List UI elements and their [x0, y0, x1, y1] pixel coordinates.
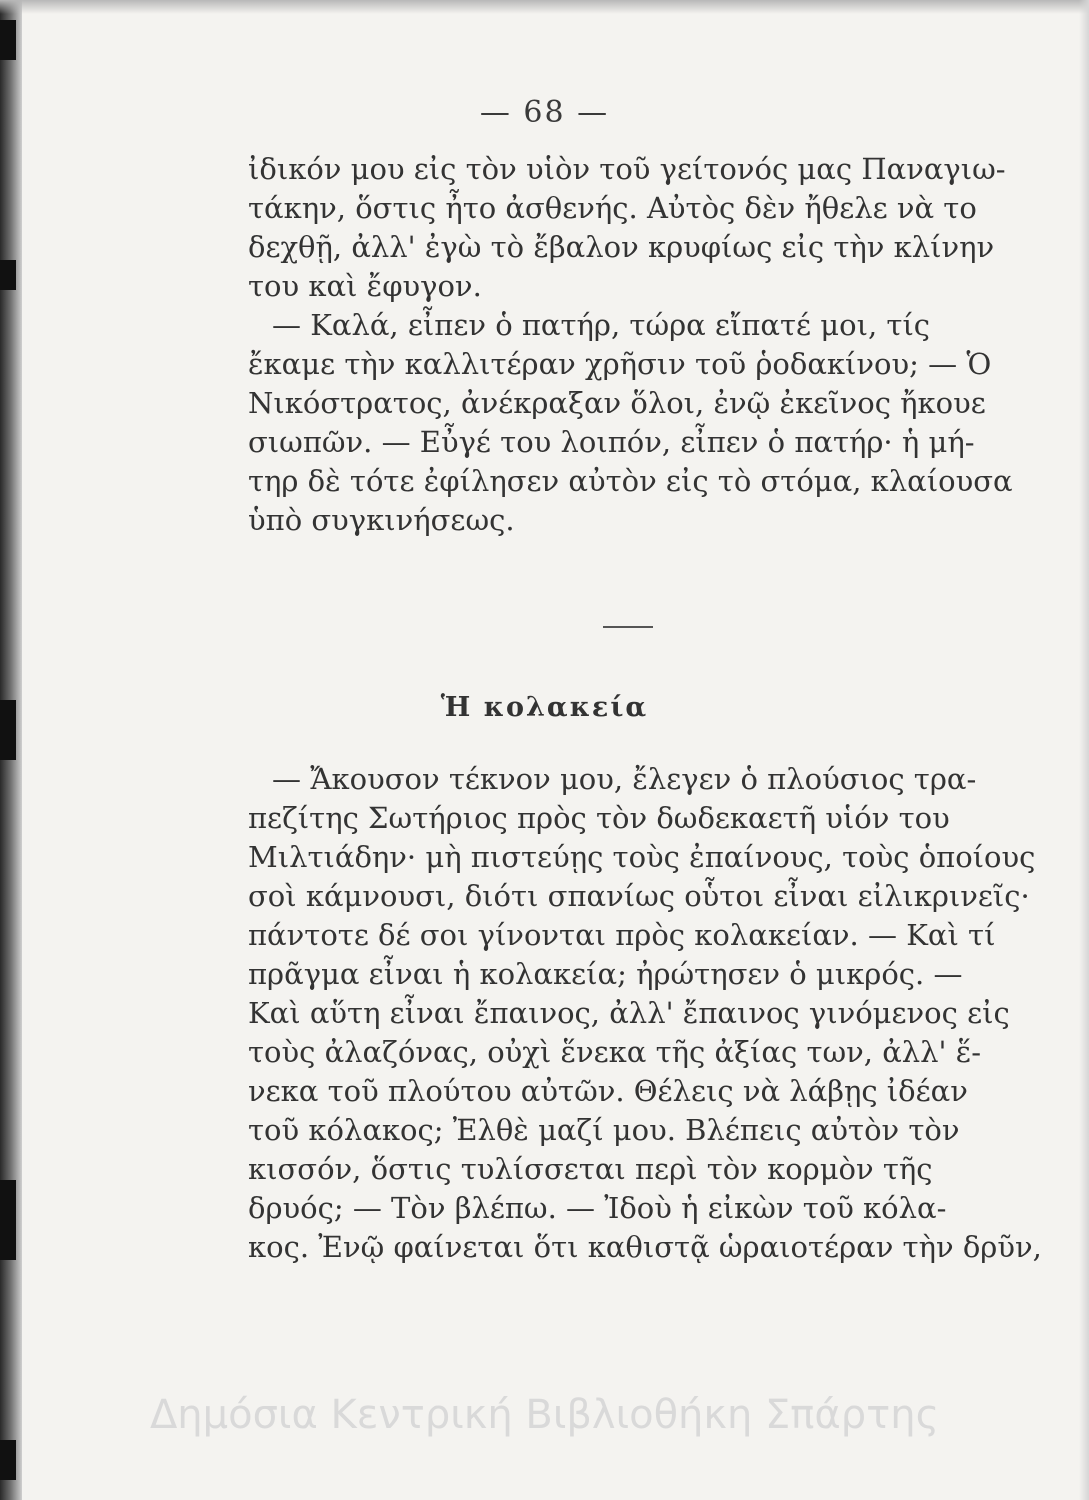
section-divider — [603, 626, 653, 628]
text-line: τάκην, ὅστις ἦτο ἀσθενής. Αὐτὸς δὲν ἤθελε νὰ το — [248, 191, 977, 225]
body-text-bottom — [248, 760, 1048, 1267]
text-line: τοὺς ἀλαζόνας, οὐχὶ ἕνεκα τῆς ἀξίας των, ἀλλ' ἕ- — [248, 1035, 982, 1069]
text-line: του καὶ ἔφυγον. — [248, 269, 482, 303]
text-line: τηρ δὲ τότε ἐφίλησεν αὐτὸν εἰς τὸ στόμα, κλαίουσα — [248, 464, 1013, 498]
text-line: ὑπὸ συγκινήσεως. — [248, 503, 515, 537]
text-line: ἔκαμε τὴν καλλιτέραν χρῆσιν τοῦ ῥοδακίνου; — Ὁ — [248, 347, 992, 381]
text-line: Καὶ αὕτη εἶναι ἔπαινος, ἀλλ' ἔπαινος γινόμενος εἰς — [248, 996, 1010, 1030]
text-line: νεκα τοῦ πλούτου αὐτῶν. Θέλεις νὰ λάβῃς ἰδέαν — [248, 1074, 968, 1108]
section-title: Ἡ κολακεία — [440, 692, 649, 723]
text-line: τοῦ κόλακος; Ἐλθὲ μαζί μου. Βλέπεις αὐτὸν τὸν — [248, 1113, 960, 1147]
text-line: Μιλτιάδην· μὴ πιστεύῃς τοὺς ἐπαίνους, τοὺς ὁποίους — [248, 840, 1036, 874]
text-line: κισσόν, ὅστις τυλίσσεται περὶ τὸν κορμὸν τῆς — [248, 1152, 933, 1186]
text-line: δρυός; — Τὸν βλέπω. — Ἰδοὺ ἡ εἰκὼν τοῦ κόλα- — [248, 1191, 947, 1225]
text-line: πάντοτε δέ σοι γίνονται πρὸς κολακείαν. — Καὶ τί — [248, 918, 996, 952]
top-edge-shadow — [0, 0, 1089, 14]
page-binding-shadow — [0, 0, 22, 1500]
text-line: πρᾶγμα εἶναι ἡ κολακεία; ἠρώτησεν ὁ μικρός. — — [248, 957, 963, 991]
text-line: σοὶ κάμνουσι, διότι σπανίως οὗτοι εἶναι εἰλικρινεῖς· — [248, 879, 1030, 913]
text-line: σιωπῶν. — Εὖγέ του λοιπόν, εἶπεν ὁ πατήρ· ἡ μή- — [248, 425, 975, 459]
text-line: πεζίτης Σωτήριος πρὸς τὸν δωδεκαετῆ υἱόν του — [248, 801, 950, 835]
text-line: — Καλά, εἶπεν ὁ πατήρ, τώρα εἴπατέ μοι, τίς — [272, 308, 931, 342]
binding-mark — [0, 20, 16, 60]
library-watermark: Δημόσια Κεντρική Βιβλιοθήκη Σπάρτης — [149, 1392, 940, 1438]
text-line: Νικόστρατος, ἀνέκραξαν ὅλοι, ἐνῷ ἐκεῖνος ἤκουε — [248, 386, 986, 420]
text-line: δεχθῇ, ἀλλ' ἐγὼ τὸ ἔβαλον κρυφίως εἰς τὴν κλίνην — [248, 230, 995, 264]
text-line: — Ἄκουσον τέκνον μου, ἔλεγεν ὁ πλούσιος τρα- — [272, 762, 977, 796]
binding-mark — [0, 1440, 16, 1480]
text-line: ἰδικόν μου εἰς τὸν υἱὸν τοῦ γείτονός μας Παναγιω- — [248, 152, 1006, 186]
page-number: — 68 — — [479, 95, 610, 130]
text-line: κος. Ἐνῷ φαίνεται ὅτι καθιστᾷ ὡραιοτέραν τὴν δρῦν, — [248, 1230, 1042, 1264]
binding-mark — [0, 1180, 16, 1260]
body-text-top — [248, 150, 1048, 540]
binding-mark — [0, 260, 16, 290]
right-edge-shadow — [1079, 0, 1089, 1500]
